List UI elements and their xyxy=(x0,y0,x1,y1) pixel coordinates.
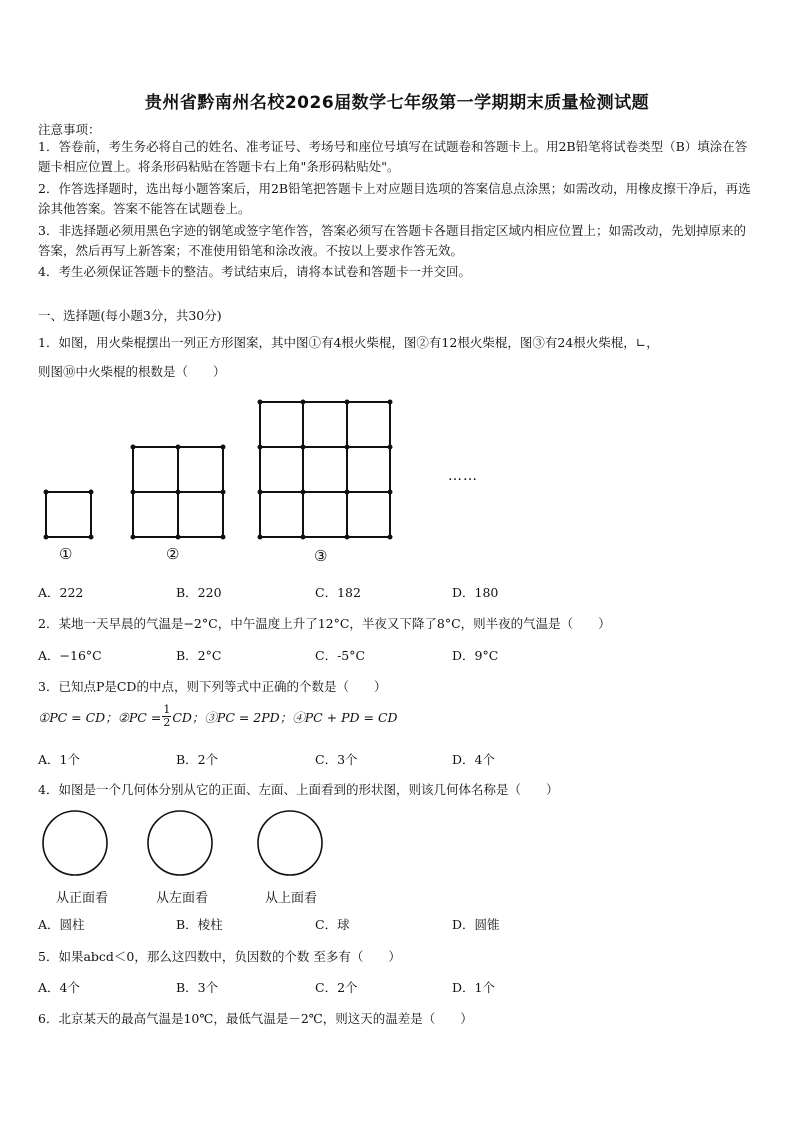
q5-option-a: A．4个 xyxy=(38,980,80,995)
question-6-text: 6．北京某天的最高气温是10℃，最低气温是－2℃，则这天的温差是（ ） xyxy=(38,1011,473,1026)
q3-option-c: C．3个 xyxy=(315,752,358,767)
q4-option-a: A．圆柱 xyxy=(38,917,85,932)
fraction-denominator: 2 xyxy=(163,716,171,729)
question-4-text: 4．如图是一个几何体分别从它的正面、左面、上面看到的形状图，则该几何体名称是（ ） xyxy=(38,782,559,797)
fraction-numerator: 1 xyxy=(163,703,171,716)
matchstick-figures xyxy=(38,392,498,572)
q1-option-c: C．182 xyxy=(315,585,361,600)
page-title: 贵州省黔南州名校2026届数学七年级第一学期期末质量检测试题 xyxy=(144,93,650,113)
question-1-line2: 则图⑩中火柴棍的根数是（ ） xyxy=(38,364,226,379)
figure-2-label: ② xyxy=(166,545,180,563)
front-view-circle xyxy=(43,811,107,875)
q4-option-d: D．圆锥 xyxy=(452,917,500,932)
q4-option-c: C．球 xyxy=(315,917,350,932)
figure-1-label: ① xyxy=(59,545,73,563)
q2-option-a: A．−16°C xyxy=(38,648,102,663)
q5-option-b: B．3个 xyxy=(176,980,219,995)
q3-option-a: A．1个 xyxy=(38,752,80,767)
fraction-one-half xyxy=(162,704,171,729)
q5-option-d: D．1个 xyxy=(452,980,495,995)
q1-option-d: D．180 xyxy=(452,585,499,600)
top-view-caption: 从上面看 xyxy=(265,891,318,906)
q4-option-b: B．棱柱 xyxy=(176,917,223,932)
three-views-circles xyxy=(38,805,338,885)
left-view-caption: 从左面看 xyxy=(156,891,209,906)
notice-heading: 注意事项： xyxy=(38,122,101,137)
question-5-text: 5．如果abcd＜0，那么这四数中，负因数的个数 至多有（ ） xyxy=(38,949,401,964)
notice-item-4: 4．考生必须保证答题卡的整洁。考试结束后，请将本试卷和答题卡一并交回。 xyxy=(38,264,471,279)
notice-item-1: 1．答卷前，考生务必将自己的姓名、准考证号、考场号和座位号填写在试题卷和答题卡上。用2B铅笔将试卷类型（B）填涂在答题卡相应位置上。将条形码粘贴在答题卡右上角"条形码粘贴处"。 xyxy=(38,139,748,174)
equation-part-1: ①PC = CD；②PC = xyxy=(38,709,162,725)
top-view-circle xyxy=(258,811,322,875)
notice-item-3: 3．非选择题必须用黑色字迹的钢笔或签字笔作答，答案必须写在答题卡各题目指定区域内相应位置上；如需改动，先划掉原来的答案，然后再写上新答案；不准使用铅笔和涂改液。不按以上要求作答无效。 xyxy=(38,223,746,258)
continuation-dots: …… xyxy=(448,468,478,484)
front-view-caption: 从正面看 xyxy=(56,891,109,906)
q2-option-c: C．-5°C xyxy=(315,648,366,663)
q3-option-b: B．2个 xyxy=(176,752,219,767)
q1-option-a: A．222 xyxy=(38,585,84,600)
notice-item-2: 2．作答选择题时，选出每小题答案后，用2B铅笔把答题卡上对应题目选项的答案信息点涂黑；如需改动，用橡皮擦干净后，再选涂其他答案。答案不能答在试题卷上。 xyxy=(38,181,751,216)
q2-option-d: D．9°C xyxy=(452,648,499,663)
section-heading: 一、选择题(每小题3分，共30分) xyxy=(38,308,222,323)
q2-option-b: B．2°C xyxy=(176,648,222,663)
q5-option-c: C．2个 xyxy=(315,980,358,995)
question-3-equations xyxy=(38,704,398,729)
q3-option-d: D．4个 xyxy=(452,752,495,767)
equation-part-2: CD；③PC = 2PD；④PC + PD = CD xyxy=(172,709,398,725)
question-2-text: 2．某地一天早晨的气温是−2°C，中午温度上升了12°C，半夜又下降了8°C，则半夜的气温是（ ） xyxy=(38,616,611,631)
question-1-line1: 1．如图，用火柴棍摆出一列正方形图案，其中图①有4根火柴棍，图②有12根火柴棍，图③有24根火柴棍，∟， xyxy=(38,335,659,350)
figure-3-label: ③ xyxy=(314,547,328,565)
q1-option-b: B．220 xyxy=(176,585,222,600)
question-3-text: 3．已知点P是CD的中点，则下列等式中正确的个数是（ ） xyxy=(38,679,387,694)
figure-3-grid xyxy=(260,402,390,537)
figure-1-square xyxy=(46,492,91,537)
left-view-circle xyxy=(148,811,212,875)
